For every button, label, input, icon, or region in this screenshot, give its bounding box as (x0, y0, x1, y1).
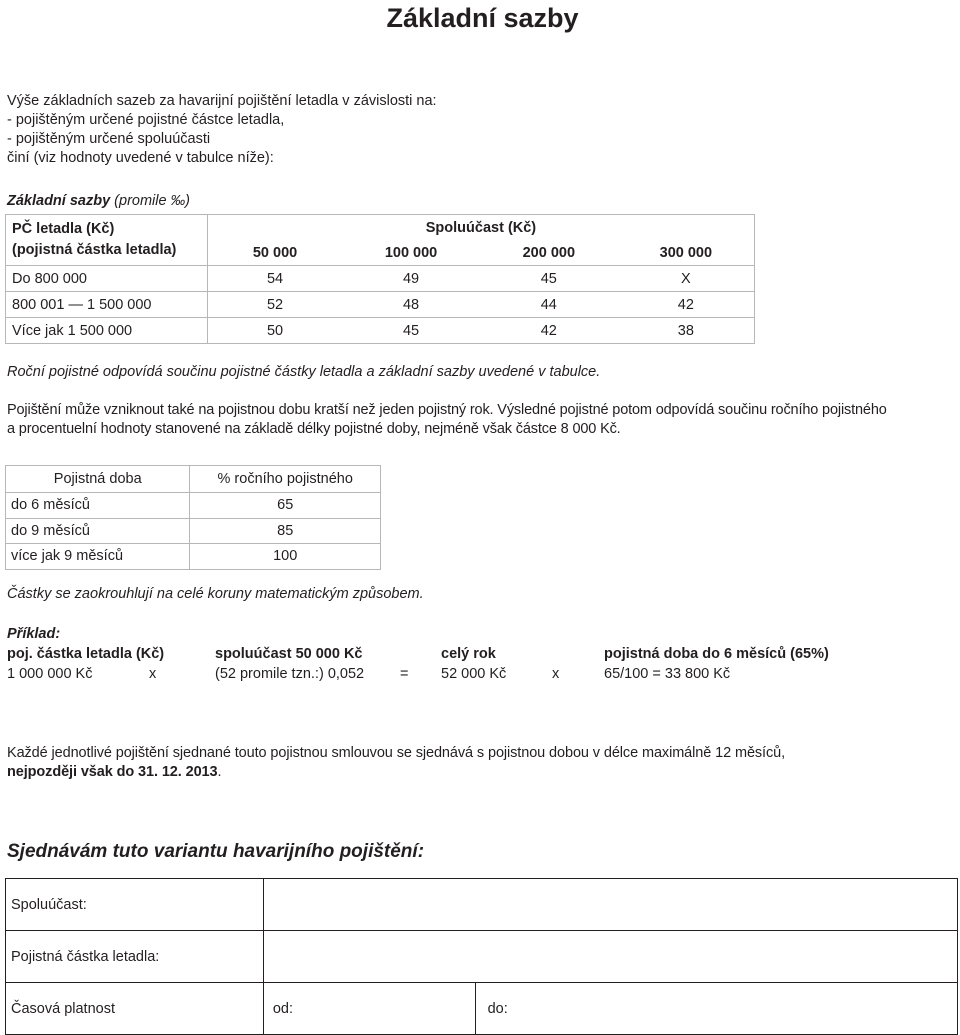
rates-cell: 42 (618, 292, 755, 318)
example-annual-value: 52 000 Kč (441, 666, 507, 682)
rates-row-header (6, 215, 208, 266)
example-heading: Příklad: (7, 626, 61, 642)
rates-column-header: 100 000 (342, 240, 480, 266)
table-row (6, 318, 755, 344)
short-term-note (7, 401, 887, 439)
duration-value: 85 (190, 518, 381, 544)
example-multiply: x (552, 666, 560, 682)
intro-text (7, 92, 437, 168)
rates-caption-bold: Základní sazby (7, 193, 111, 209)
intro-line: činí (viz hodnoty uvedené v tabulce níže): (7, 150, 274, 166)
duration-label: do 6 měsíců (6, 493, 190, 519)
duration-label: do 9 měsíců (6, 518, 190, 544)
example-col-sum: poj. částka letadla (Kč) (7, 646, 165, 662)
rates-cell: 45 (342, 318, 480, 344)
deductible-field[interactable] (263, 879, 957, 931)
max-term-line: Každé jednotlivé pojištění sjednané touto pojistnou smlouvou se sjednává s pojistnou dobou v délce maximálně 12 měsíců, (7, 745, 786, 761)
duration-table (5, 465, 381, 570)
insured-sum-label: Pojistná částka letadla: (6, 931, 264, 983)
table-row (6, 931, 958, 983)
table-row (6, 879, 958, 931)
rates-column-header: 200 000 (480, 240, 618, 266)
rates-cell: 38 (618, 318, 755, 344)
example-result: 65/100 = 33 800 Kč (604, 666, 731, 682)
rounding-note: Částky se zaokrouhlují na celé koruny matematickým způsobem. (7, 586, 424, 602)
table-row (6, 518, 381, 544)
rates-cell: 52 (207, 292, 342, 318)
rates-cell: 54 (207, 266, 342, 292)
intro-line: Výše základních sazeb za havarijní pojištění letadla v závislosti na: (7, 93, 437, 109)
rates-cell: 48 (342, 292, 480, 318)
deductible-label: Spoluúčast: (6, 879, 264, 931)
rates-cell: 44 (480, 292, 618, 318)
short-term-note-line: Pojištění může vzniknout také na pojistnou dobu kratší než jeden pojistný rok. Výsledné pojistné potom odpovídá součinu ročního pojistného (7, 402, 887, 418)
rates-row-label: Do 800 000 (6, 266, 208, 292)
validity-to-label: do: (487, 1000, 508, 1017)
duration-header: % ročního pojistného (190, 466, 381, 493)
rates-cell: 50 (207, 318, 342, 344)
example-col-period: celý rok (441, 646, 496, 662)
rates-cell: 49 (342, 266, 480, 292)
max-term-deadline: nejpozději však do 31. 12. 2013 (7, 764, 218, 780)
rates-row-label: Více jak 1 500 000 (6, 318, 208, 344)
rates-table (5, 214, 755, 344)
table-row (6, 544, 381, 570)
rates-row-label: 800 001 — 1 500 000 (6, 292, 208, 318)
page-title: Základní sazby (386, 3, 579, 33)
intro-line: - pojištěným určené spoluúčasti (7, 131, 211, 147)
example-col-duration: pojistná doba do 6 měsíců (65%) (604, 646, 829, 662)
rates-group-header: Spoluúčast (Kč) (207, 215, 754, 241)
rates-row-header-line: (pojistná částka letadla) (12, 242, 177, 258)
rates-cell: 45 (480, 266, 618, 292)
example-rate-value: (52 promile tzn.:) 0,052 (215, 666, 365, 682)
short-term-note-line: a procentuelní hodnoty stanovené na základě délky pojistné doby, nejméně však částce 8 000 Kč. (7, 421, 621, 437)
rates-row-header-line: PČ letadla (Kč) (12, 221, 115, 237)
duration-value: 65 (190, 493, 381, 519)
example-col-deductible: spoluúčast 50 000 Kč (215, 646, 363, 662)
rates-cell: 42 (480, 318, 618, 344)
section-heading: Sjednávám tuto variantu havarijního pojištění: (7, 841, 425, 862)
validity-from-field[interactable] (263, 983, 475, 1035)
table-row (6, 266, 755, 292)
table-row (6, 493, 381, 519)
validity-label: Časová platnost (6, 983, 264, 1035)
example-multiply: x (149, 666, 157, 682)
example-sum-value: 1 000 000 Kč (7, 666, 93, 682)
duration-header: Pojistná doba (6, 466, 190, 493)
table-row (6, 983, 958, 1035)
max-term-note (7, 744, 785, 782)
max-term-line (7, 763, 785, 782)
table-row (6, 292, 755, 318)
insured-sum-field[interactable] (263, 931, 957, 983)
example-equals: = (400, 666, 409, 682)
annual-premium-note: Roční pojistné odpovídá součinu pojistné částky letadla a základní sazby uvedené v tabulce. (7, 364, 601, 380)
max-term-period: . (217, 764, 222, 780)
order-form (5, 878, 958, 1035)
rates-column-header: 300 000 (618, 240, 755, 266)
duration-value: 100 (190, 544, 381, 570)
duration-label: více jak 9 měsíců (6, 544, 190, 570)
rates-column-header: 50 000 (207, 240, 342, 266)
validity-to-field[interactable] (475, 983, 957, 1035)
intro-line: - pojištěným určené pojistné částce letadla, (7, 112, 285, 128)
rates-cell: X (618, 266, 755, 292)
rates-caption-unit: (promile ‰) (110, 193, 190, 209)
rates-caption (7, 192, 190, 211)
validity-from-label: od: (272, 1000, 294, 1017)
